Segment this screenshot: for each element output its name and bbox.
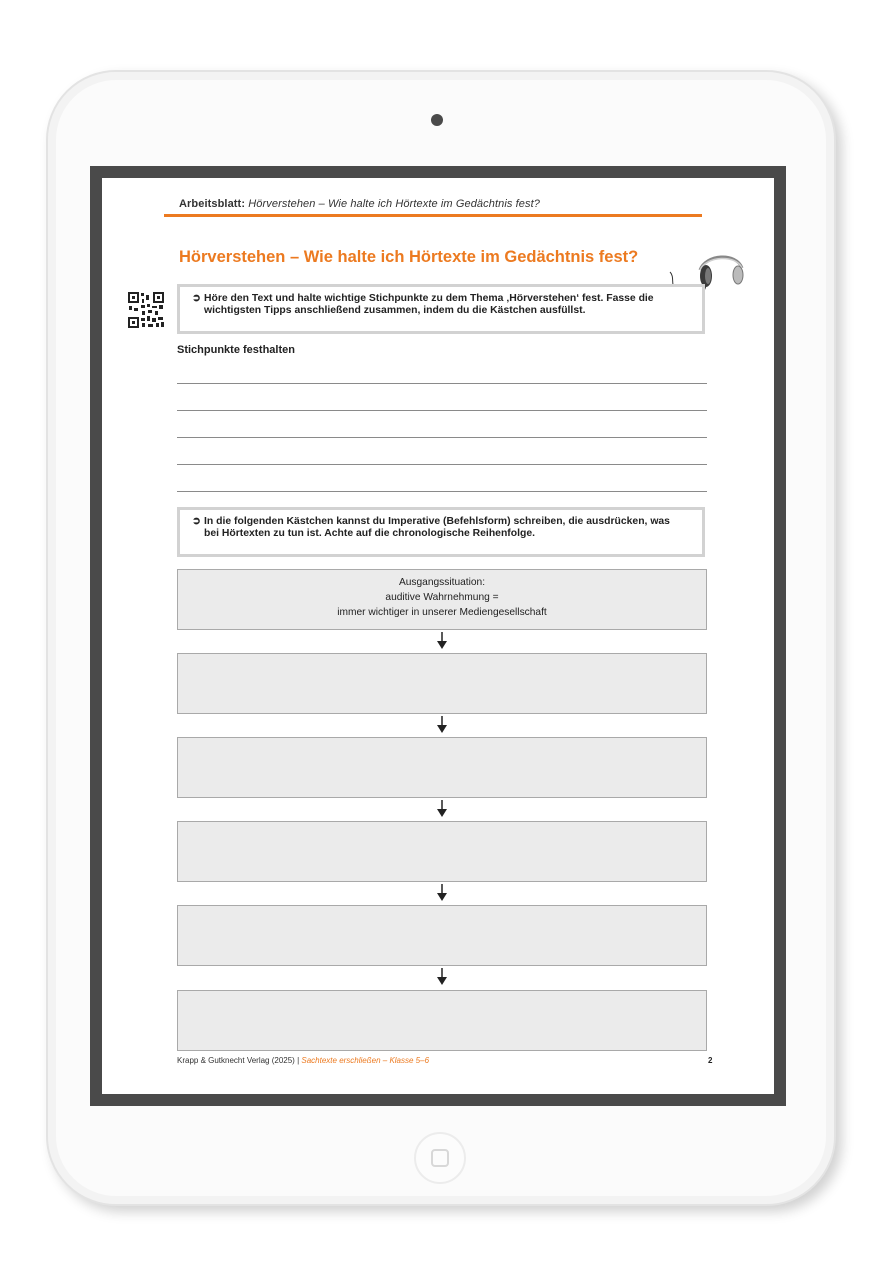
header-rule [164, 214, 702, 217]
flow-box-answer[interactable] [177, 821, 707, 882]
arrow-down-icon [436, 884, 448, 902]
worksheet-page [102, 178, 774, 1094]
flow-box-start [177, 569, 707, 630]
task1-line1: Höre den Text und halte wichtige Stichpunkte zu dem Thema ‚Hörverstehen‘ fest. Fasse die [204, 293, 654, 304]
arrow-down-icon [436, 800, 448, 818]
arrow-down-icon [436, 716, 448, 734]
flow-start-line2: auditive Wahrnehmung = [385, 592, 499, 603]
notes-heading: Stichpunkte festhalten [177, 344, 295, 356]
qr-code-icon [127, 291, 165, 329]
task1-line2: wichtigsten Tipps anschließend zusammen, indem du die Kästchen ausfüllst. [204, 305, 586, 316]
flow-box-answer[interactable] [177, 653, 707, 714]
flow-box-answer[interactable] [177, 990, 707, 1051]
flow-box-answer[interactable] [177, 905, 707, 966]
task-box-1 [177, 284, 705, 334]
page-number: 2 [708, 1056, 713, 1065]
task-box-2 [177, 507, 705, 557]
footer-publisher: Krapp & Gutknecht Verlag (2025) | [177, 1056, 300, 1065]
writing-line[interactable] [177, 383, 707, 384]
writing-line[interactable] [177, 437, 707, 438]
header-subtitle: Hörverstehen – Wie halte ich Hörtexte im Gedächtnis fest? [248, 198, 540, 210]
header-label: Arbeitsblatt: [179, 198, 246, 210]
task2-line2: bei Hörtexten zu tun ist. Achte auf die chronologische Reihenfolge. [204, 528, 535, 539]
flow-start-line3: immer wichtiger in unserer Mediengesellschaft [337, 607, 547, 618]
home-square-icon [431, 1149, 449, 1167]
flow-start-line1: Ausgangssituation: [398, 577, 486, 588]
flow-box-answer[interactable] [177, 737, 707, 798]
page-footer [177, 1056, 429, 1065]
home-button[interactable] [414, 1132, 466, 1184]
running-header [179, 198, 540, 210]
worksheet-title: Hörverstehen – Wie halte ich Hörtexte im Gedächtnis fest? [179, 248, 639, 266]
arrow-down-icon [436, 632, 448, 650]
camera-icon [431, 114, 443, 126]
arrow-right-icon: ➲ [192, 293, 201, 304]
writing-line[interactable] [177, 491, 707, 492]
task2-line1: In die folgenden Kästchen kannst du Imperative (Befehlsform) schreiben, die ausdrücken, was [204, 516, 670, 527]
arrow-right-icon: ➲ [192, 516, 201, 527]
writing-line[interactable] [177, 464, 707, 465]
footer-book-title: Sachtexte erschließen – Klasse 5–6 [301, 1056, 430, 1065]
writing-line[interactable] [177, 410, 707, 411]
arrow-down-icon [436, 968, 448, 986]
